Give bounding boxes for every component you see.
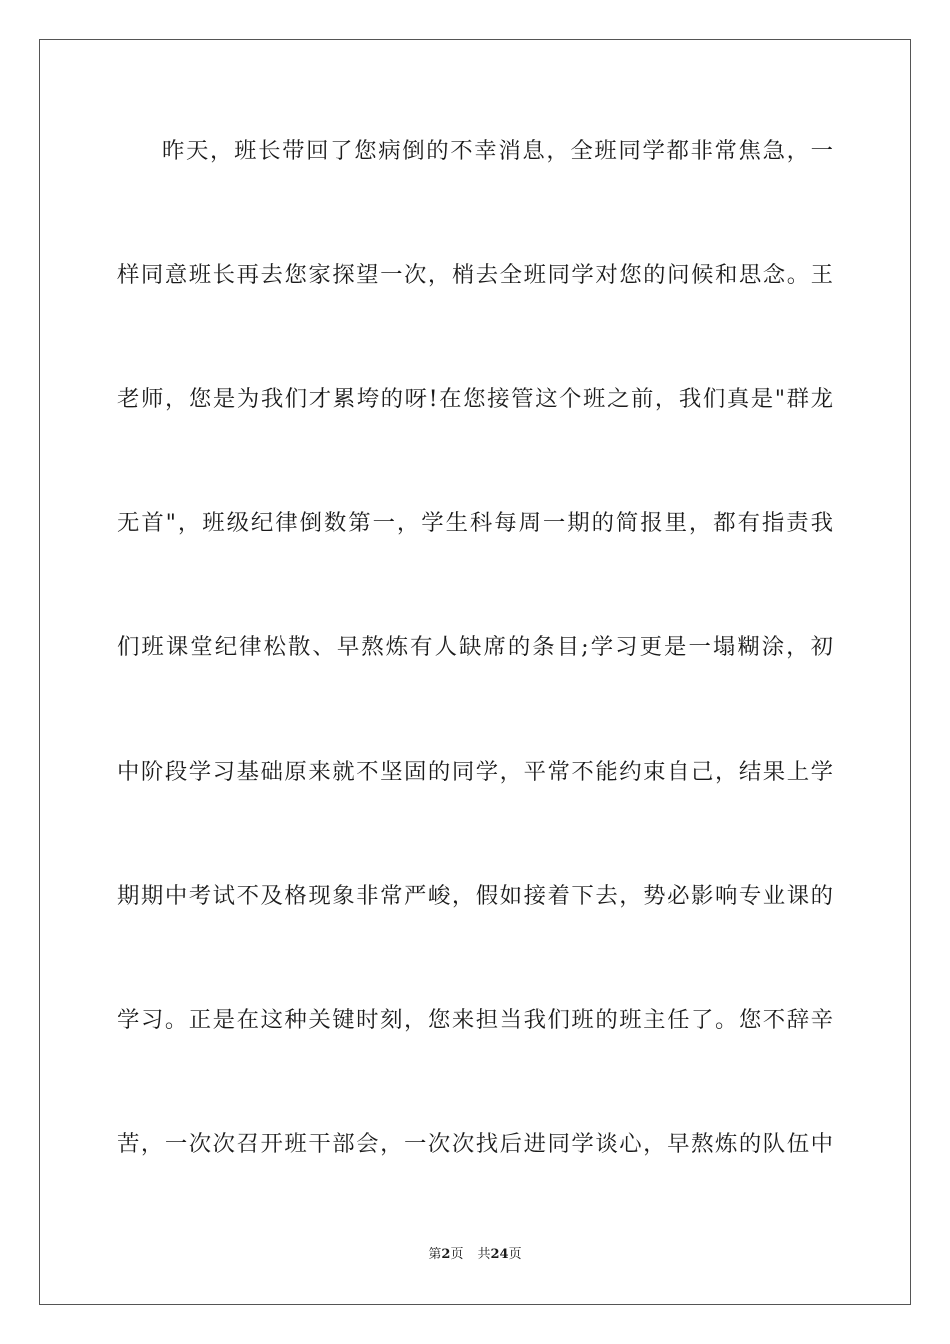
text-line: 苦，一次次召开班干部会，一次次找后进同学谈心，早熬炼的队伍中 xyxy=(117,1131,833,1157)
text-line: 昨天，班长带回了您病倒的不幸消息，全班同学都非常焦急，一 xyxy=(162,138,833,164)
total-page-count: 24 xyxy=(490,1247,509,1262)
text-line: 老师，您是为我们才累垮的呀!在您接管这个班之前，我们真是"群龙 xyxy=(117,386,833,412)
text-line: 期期中考试不及格现象非常严峻，假如接着下去，势必影响专业课的 xyxy=(117,883,833,909)
text-line: 学习。正是在这种关键时刻，您来担当我们班的班主任了。您不辞辛 xyxy=(117,1007,833,1033)
text-line: 中阶段学习基础原来就不坚固的同学，平常不能约束自己，结果上学 xyxy=(117,759,833,785)
total-prefix: 共 xyxy=(477,1247,491,1262)
page-border xyxy=(39,39,911,1305)
page-footer xyxy=(0,1246,950,1264)
text-line: 样同意班长再去您家探望一次，梢去全班同学对您的问候和思念。王 xyxy=(117,262,833,288)
text-line: 无首"，班级纪律倒数第一，学生科每周一期的简报里，都有指责我 xyxy=(117,510,833,536)
total-unit: 页 xyxy=(508,1247,522,1262)
text-line: 们班课堂纪律松散、早熬炼有人缺席的条目;学习更是一塌糊涂，初 xyxy=(117,634,833,660)
page-unit: 页 xyxy=(450,1247,464,1262)
current-page-number: 2 xyxy=(441,1247,451,1262)
page-prefix: 第 xyxy=(428,1247,442,1262)
